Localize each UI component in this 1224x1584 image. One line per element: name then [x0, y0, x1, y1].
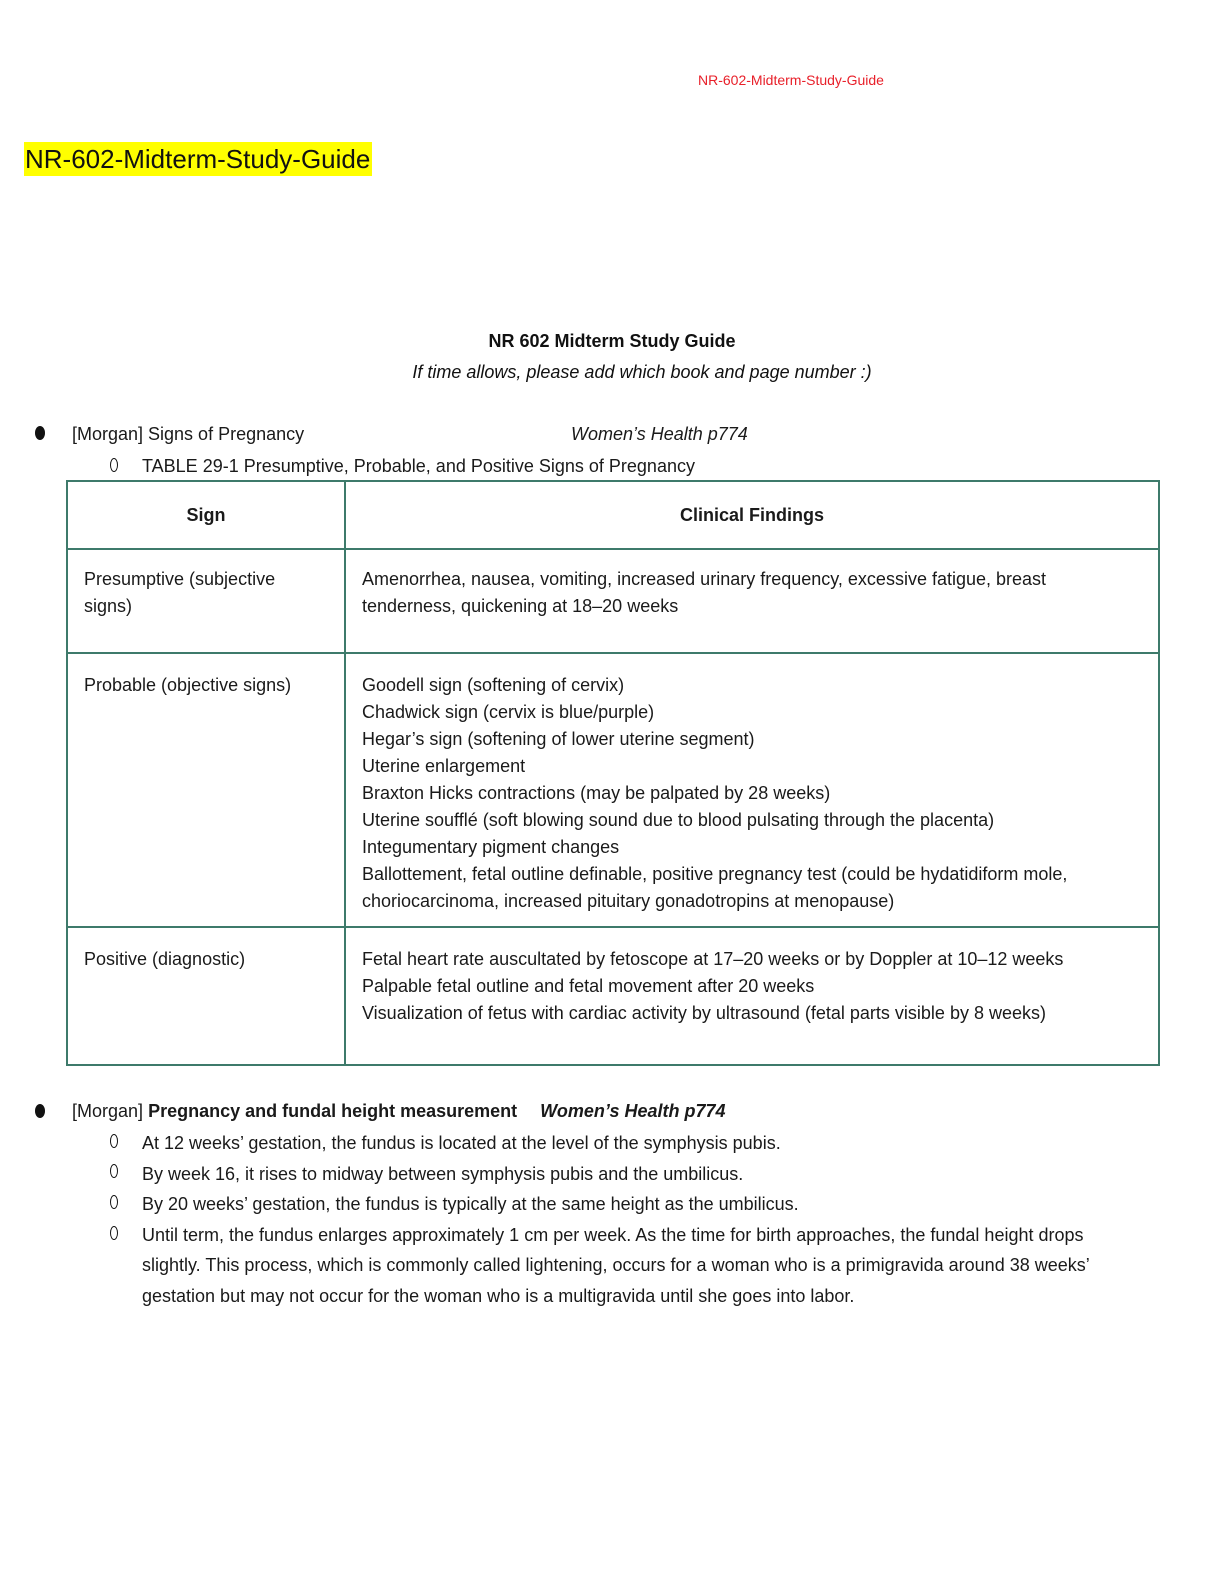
signs-table	[66, 480, 1160, 1066]
sub-bullet-icon	[110, 1164, 118, 1178]
sub-bullet-icon	[110, 458, 118, 472]
finding-line: Hegar’s sign (softening of lower uterine segment)	[362, 729, 755, 749]
finding-line: Fetal heart rate auscultated by fetoscope at 17–20 weeks or by Doppler at 10–12 weeks	[362, 949, 1064, 969]
section2-heading: Pregnancy and fundal height measurement	[148, 1101, 518, 1121]
findings-cell	[345, 653, 1159, 927]
table-row	[67, 549, 1159, 653]
finding-line: Goodell sign (softening of cervix)	[362, 675, 625, 695]
bullet-icon	[35, 426, 45, 440]
finding-line: Uterine soufflé (soft blowing sound due to blood pulsating through the placenta)	[362, 810, 995, 830]
finding-line: Ballottement, fetal outline definable, positive pregnancy test (could be hydatidiform mole, choriocarcinoma, increased pituitary gonadotropins at menopause)	[362, 864, 1068, 911]
list-item: Until term, the fundus enlarges approximately 1 cm per week. As the time for birth approaches, the fundal height drops slightly. This process, which is commonly called lightening, occurs for a woman who is a primigravida around 38 weeks’ gestation but may not occur for the woman who is a multigravida until she goes into labor.	[142, 1224, 1090, 1306]
findings-cell	[345, 549, 1159, 653]
sub-bullet-icon	[110, 1195, 118, 1209]
finding-line: Uterine enlargement	[362, 756, 526, 776]
list-item: At 12 weeks’ gestation, the fundus is located at the level of the symphysis pubis.	[142, 1133, 781, 1153]
list-item: By 20 weeks’ gestation, the fundus is typically at the same height as the umbilicus.	[142, 1194, 799, 1214]
fundal-height-list	[142, 1128, 1142, 1311]
column-header-clinical-findings: Clinical Findings	[345, 481, 1159, 549]
finding-line: Integumentary pigment changes	[362, 837, 620, 857]
section2-prefix: [Morgan]	[72, 1101, 144, 1121]
sign-cell	[67, 549, 345, 653]
document-title: NR 602 Midterm Study Guide	[488, 331, 736, 351]
table-caption: TABLE 29-1 Presumptive, Probable, and Positive Signs of Pregnancy	[142, 456, 695, 476]
sign-label: Probable (objective signs)	[84, 675, 292, 695]
section2-reference: Women’s Health p774	[540, 1101, 726, 1121]
finding-line: Visualization of fetus with cardiac activity by ultrasound (fetal parts visible by 8 weeks)	[362, 1003, 1046, 1023]
bullet-icon	[35, 1104, 45, 1118]
sign-label: Presumptive (subjective signs)	[84, 569, 276, 616]
table-header-row	[67, 481, 1159, 549]
sign-label: Positive (diagnostic)	[84, 949, 246, 969]
sub-bullet-icon	[110, 1226, 118, 1240]
sign-cell	[67, 653, 345, 927]
section1-reference: Women’s Health p774	[571, 424, 748, 444]
finding-line: Amenorrhea, nausea, vomiting, increased urinary frequency, excessive fatigue, breast tenderness, quickening at 18–20 weeks	[362, 569, 1047, 616]
finding-line: Palpable fetal outline and fetal movement after 20 weeks	[362, 976, 815, 996]
finding-line: Chadwick sign (cervix is blue/purple)	[362, 702, 655, 722]
finding-line: Braxton Hicks contractions (may be palpated by 28 weeks)	[362, 783, 831, 803]
column-header-sign: Sign	[67, 481, 345, 549]
section2-heading-line	[72, 1100, 726, 1122]
document-subtitle: If time allows, please add which book and page number :)	[412, 362, 872, 382]
table-row	[67, 653, 1159, 927]
table-row	[67, 927, 1159, 1065]
sub-bullet-icon	[110, 1134, 118, 1148]
running-header: NR-602-Midterm-Study-Guide	[698, 72, 884, 88]
list-item: By week 16, it rises to midway between symphysis pubis and the umbilicus.	[142, 1163, 744, 1184]
findings-cell	[345, 927, 1159, 1065]
section1-prefix: [Morgan] Signs of Pregnancy	[72, 424, 305, 444]
highlighted-title: NR-602-Midterm-Study-Guide	[25, 144, 371, 174]
sign-cell	[67, 927, 345, 1065]
